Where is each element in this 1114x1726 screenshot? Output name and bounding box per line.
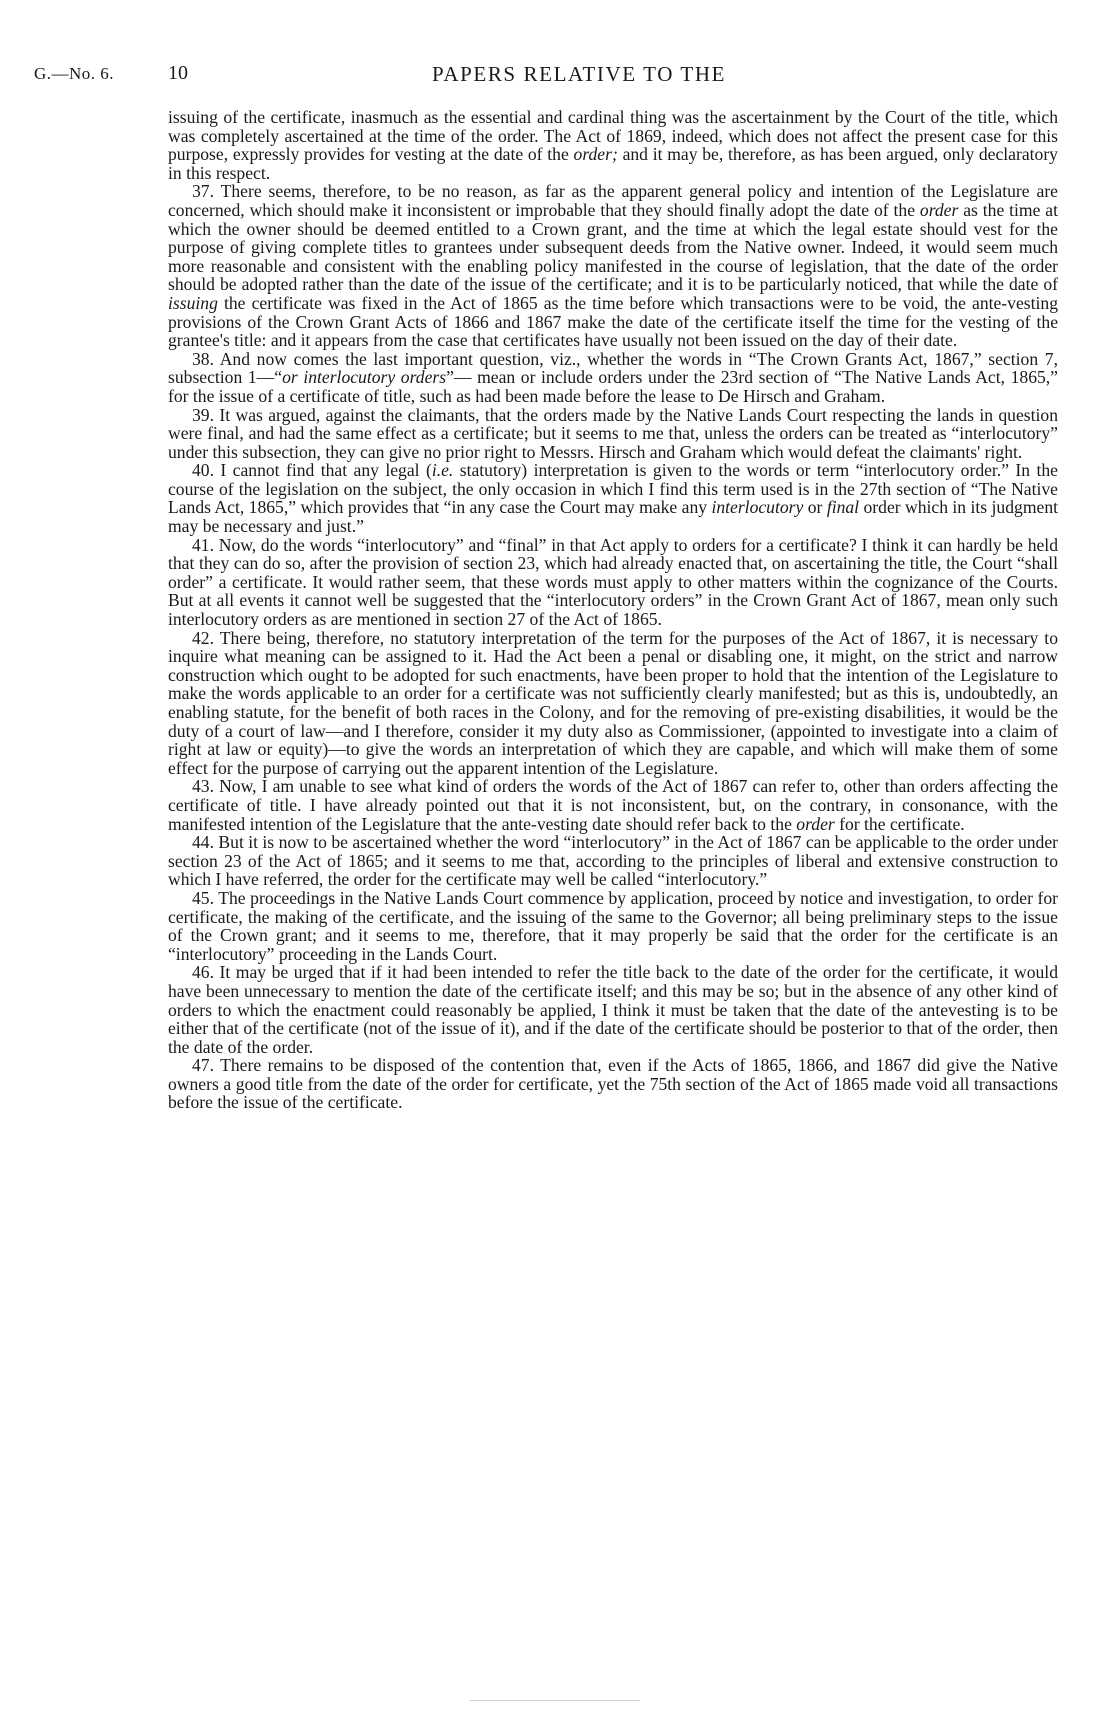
italic-text: issuing [168, 292, 218, 313]
text-run: Now, I am unable to see what kind of orders the words of the Act of 1867 can refer to, other than orders affecting the certificate of title. I have already pointed out that it is not inconsistent, but, on the contrary, in consonance, with the manifested intention of the Legislature that the ante-vesting date should refer back to the [168, 776, 1058, 834]
text-run: It was argued, against the claimants, that the orders made by the Native Lands Court respecting the lands in question were final, and had the same effect as a certificate; but it seems to me that, unless the orders can be treated as “interlocutory” under this subsection, they can give no prior right to Messrs. Hirsch and Graham which would defeat the claimants' right. [168, 404, 1058, 462]
running-title: PAPERS RELATIVE TO THE [432, 62, 727, 86]
paragraph [168, 108, 1058, 182]
paragraph [168, 536, 1058, 629]
text-run: for the certificate. [834, 813, 965, 834]
paragraph [168, 182, 1058, 349]
paragraph-number: 39. [192, 404, 220, 425]
text-run: There remains to be disposed of the contention that, even if the Acts of 1865, 1866, and 1867 did give the Native owners a good title from the date of the order for certificate, yet the 75th section of the Act of 1865 made void all transactions before the issue of the certificate. [168, 1055, 1058, 1113]
body-text [168, 108, 1058, 1112]
paragraph [168, 1056, 1058, 1112]
italic-text: interlocutory [711, 497, 804, 518]
paragraph-number: 45. [192, 887, 219, 908]
text-run: And now comes the last important question, viz., whether the words in “The Crown Grants Act, 1867,” section 7, subsection 1—“ [168, 348, 1058, 388]
text-run: ”— mean or include orders under the 23rd section of “The Native Lands Act, 1865,” for the issue of a certificate of title, such as had been made before the lease to De Hirsch and Graham. [168, 367, 1058, 406]
text-run: the certificate was fixed in the Act of 1865 as the time before which transactions were to be void, the ante-vesting provisions of the Crown Grant Acts of 1866 and 1867 make the date of the certificate itself the time for the vesting of the grantee's title: and it appears from the case that certificates have usually not been issued on the day of their date. [168, 292, 1058, 351]
paragraph-number: 47. [192, 1055, 221, 1076]
paragraph-number: 41. [192, 534, 219, 555]
bottom-rule [470, 1700, 640, 1701]
text-run: There being, therefore, no statutory interpretation of the term for the purposes of the Act of 1867, it is necessary to inquire what meaning can be assigned to it. Had the Act been a penal or disabling one, it might, on the strict and narrow construction which ought to be adopted for such enactments, have been proper to hold that the intention of the Legislature to make the words applicable to an order for a certificate was not sufficiently clearly manifested; but as this is, undoubtedly, an enabling statute, for the benefit of both races in the Colony, and for the removing of pre-existing disabilities, it would be the duty of a court of law—and I therefore, consider it my duty also as Commissioner, (appointed to investigate into a claim of right at law or equity)—to give the words an interpretation of which they are capable, and which will make them of some effect for the purpose of carrying out the apparent intention of the Legislature. [168, 627, 1058, 778]
text-run: issuing of the certificate, inasmuch as the essential and cardinal thing was the ascertainment by the Court of the title, which was completely ascertained at the time of the order. The Act of 1869, indeed, which does not affect the present case for this purpose, expressly provides for vesting at the date of the [168, 107, 1058, 165]
italic-text: final [826, 497, 860, 518]
paragraph [168, 350, 1058, 406]
text-run: order which in its judgment may be necessary and just.” [168, 497, 1059, 537]
paragraph [168, 406, 1058, 462]
paragraph [168, 777, 1058, 833]
italic-text: order [796, 813, 835, 834]
text-run: as the time at which the owner should be deemed entitled to a Crown grant, and the time at which the legal estate should vest for the purpose of giving complete titles to grantees under subsequent deeds from the Native owner. Indeed, it would seem much more reasonable and consistent with the enabling policy manifested in the course of legislation, that the date of the order should be adopted rather than the date of the issue of the certificate; and it is to be particularly noticed, that while the date of [168, 199, 1058, 295]
paragraph-number: 42. [192, 627, 220, 648]
italic-text: order [919, 199, 959, 220]
paragraph-number: 37. [192, 181, 221, 202]
paragraph [168, 461, 1058, 535]
text-run: There seems, therefore, to be no reason, as far as the apparent general policy and intention of the Legislature are concerned, which should make it inconsistent or improbable that they should finally adopt the date of the [168, 181, 1058, 220]
text-run: It may be urged that if it had been intended to refer the title back to the date of the order for the certificate, it would have been unnecessary to mention the date of the certificate itself; and this may be so; but in the absence of any other kind of orders to which the enactment could reasonably be applied, I think it must be taken that the date of the antevesting is to be either that of the certificate (not of the issue of it), and if the date of the certificate should be posterior to that of the order, then the date of the order. [168, 962, 1058, 1057]
text-run: Now, do the words “interlocutory” and “final” in that Act apply to orders for a certificate? I think it can hardly be held that they can do so, after the provision of section 23, which had already enacted that, on ascertaining the title, the Court “shall order” a certificate. It would rather seem, that these words must apply to other matters within the cognizance of the Courts. But at all events it cannot well be suggested that the “interlocutory orders” in the Crown Grant Act of 1867, mean only such interlocutory orders as are mentioned in section 27 of the Act of 1865. [168, 534, 1058, 630]
page-header [34, 60, 1080, 92]
italic-text: order; [573, 144, 618, 165]
document-reference: G.—No. 6. [34, 64, 115, 83]
paragraph-number: 43. [192, 776, 220, 797]
text-run: or [803, 497, 827, 518]
paragraph-number: 38. [192, 348, 220, 369]
paragraph-number: 46. [192, 962, 220, 983]
page-number: 10 [168, 62, 188, 84]
italic-text: i.e. [431, 460, 454, 481]
text-run: and it may be, therefore, as has been argued, only declaratory in this respect. [168, 144, 1058, 183]
paragraph-number: 44. [192, 832, 219, 853]
text-run: statutory) interpretation is given to the words or term “interlocutory order.” In the course of the legislation on the subject, the only occasion in which I find this term used is in the 27th section of “The Native Lands Act, 1865,” which provides that “in any case the Court may make any [168, 460, 1058, 518]
paragraph [168, 833, 1058, 889]
paragraph [168, 889, 1058, 963]
text-run: I cannot find that any legal ( [220, 460, 432, 481]
paragraph [168, 629, 1058, 778]
text-run: The proceedings in the Native Lands Court commence by application, proceed by notice and investigation, to order for certificate, the making of the certificate, and the issuing of the same to the Governor; all being preliminary steps to the issue of the Crown grant; and it seems to me, therefore, that it may properly be said that the order for the certificate is an “interlocutory” proceeding in the Lands Court. [168, 887, 1059, 964]
paragraph-number: 40. [192, 460, 221, 481]
paragraph [168, 963, 1058, 1056]
text-run: But it is now to be ascertained whether the word “interlocutory” in the Act of 1867 can be applicable to the order under section 23 of the Act of 1865; and it seems to me that, according to the principles of liberal and extensive construction to which I have referred, the order for the certificate may well be called “interlocutory.” [168, 832, 1058, 890]
italic-text: or interlocutory orders [282, 367, 447, 388]
